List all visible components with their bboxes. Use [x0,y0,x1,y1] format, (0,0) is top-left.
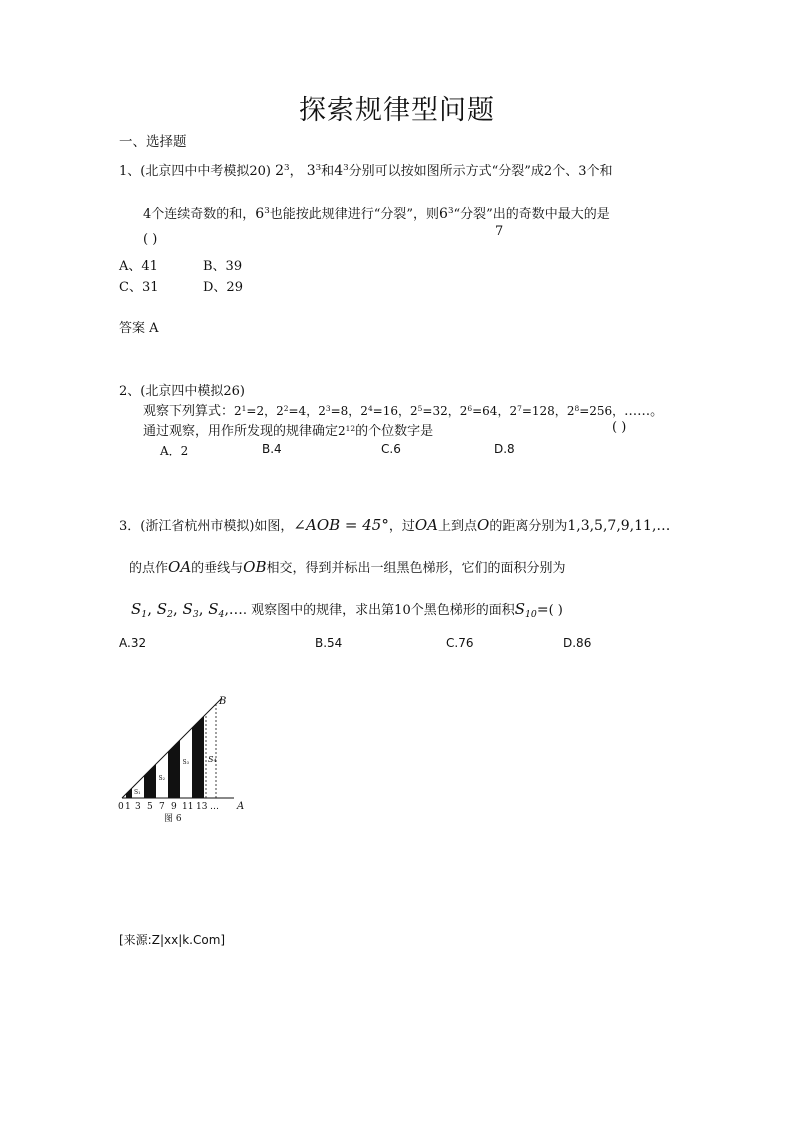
q3-answer-blank: ( ) [548,603,563,618]
tick-label: 13 [196,802,208,812]
q2-series-tail: ……。 [624,404,664,419]
figure-6 [110,690,260,830]
q1-line-1 [119,160,612,179]
s1-label: S₁ [134,789,141,796]
q2-series-sep: ， [348,404,361,418]
s4-label: S₄ [208,755,217,764]
q3-line-2-a: 的点作 [129,561,169,576]
q1-answer-blank: ( ) [143,232,158,247]
q3-line-1 [119,515,670,534]
q1-line-2-b: 也能按此规律进行“分裂”，则 [269,207,440,222]
q3-area-list [131,600,224,618]
q3-line-3 [131,599,563,618]
q2-series-term: $2^7=128$ [509,403,555,418]
q3-line-2-c: 相交，得到并标出一组黑色梯形，它们的面积分别为 [266,561,566,576]
q2-series-term: $2^1=2$ [234,403,265,418]
q1-power-3-cubed: $3^3$ [306,163,322,179]
q3-line-1-c: 上到点 [438,519,478,534]
q1-answer: 答案 A [119,321,159,336]
q3-sequence: 1,3,5,7,9,11,… [567,518,671,534]
q3-area-term: $S_3$ [182,600,199,620]
q3-s10: $S_{10}$ [514,600,537,620]
q2-power-2-12: $2^{12}$ [338,423,356,438]
q3-source: 3．(浙江省杭州市模拟)如图， [119,519,294,534]
q1-line-2-a: 4个连续奇数的和， [143,207,256,222]
q2-observe-label: 观察下列算式： [143,404,235,419]
page-title: 探索规律型问题 [299,95,495,126]
q1-line-1-rest: 分别可以按如图所示方式“分裂”成2个、3个和 [348,164,613,179]
q2-series-sep: ， [554,404,567,418]
q1-stray-seven: 7 [495,224,504,239]
section-heading: 一、选择题 [119,134,187,150]
point-a-label: A [237,801,245,812]
q2-series-sep: ， [306,404,319,418]
q2-series-term: $2^3=8$ [318,403,349,418]
tick-label: 7 [159,802,165,812]
q3-area-sep: , [198,600,209,618]
tick-label: 0 [118,802,124,812]
q2-line-2 [143,420,433,439]
q1-power-6-cubed: $6^3$ [255,206,270,222]
q3-option-b: B.54 [315,636,343,650]
q3-area-list-tail: ,… [224,602,243,618]
point-b-label: B [219,696,227,707]
q3-area-sep: , [172,600,183,618]
q2-series-line [143,400,663,419]
q2-answer-blank: ( ) [612,420,627,435]
q3-line-3-b: . 观察图中的规律，求出第10个黑色梯形的面积 [242,603,515,618]
q2-option-c: C.6 [381,442,401,456]
q2-series [234,404,624,418]
q1-option-a: A、41 [119,259,158,274]
q3-ray-oa-2: OA [168,558,192,576]
q1-power-2-cubed: $2^3$ [275,163,290,179]
q3-point-o: O [477,516,490,534]
tick-label: 5 [147,802,153,812]
q1-option-d: D、29 [203,280,243,295]
trapezoid-s4-shape [192,716,204,798]
q3-angle: ∠AOB = 45° [293,516,389,534]
q2-heading: 2、(北京四中模拟26) [119,384,245,399]
q3-line-1-d: 的距离分别为 [489,519,568,534]
q1-option-b: B、39 [203,259,243,274]
q2-series-term: $2^5=32$ [410,403,448,418]
q2-option-d: D.8 [494,442,515,456]
q1-power-4-cubed: $4^3$ [334,163,349,179]
q1-option-c: C、31 [119,280,159,295]
trapezoid-s2 [144,764,156,798]
q3-area-term: $S_4$ [208,600,225,620]
trapezoid-s3 [168,740,180,798]
q2-series-sep: ， [497,404,510,418]
tick-label: 1 [125,802,131,812]
q2-series-term: $2^6=64$ [459,403,498,418]
q1-line-2-c: “分裂”出的奇数中最大的是 [453,207,610,222]
q1-power-6-cubed-2: $6^3$ [439,206,454,222]
tick-label: 11 [182,802,194,812]
q2-line-2-a: 通过观察，用作所发现的规律确定 [143,424,339,439]
q2-option-b: B.4 [262,442,282,456]
figure-caption: 图 6 [164,814,182,824]
q3-line-2 [129,557,566,576]
q2-option-a: A．2 [160,444,189,458]
s2-label: S₂ [158,775,166,782]
q1-and: 和 [321,164,335,179]
q3-equals: = [536,602,549,618]
q2-series-term: $2^2=4$ [276,403,307,418]
q3-area-term: $S_1$ [131,600,148,620]
q3-option-d: D.86 [563,636,592,650]
tick-label: … [210,802,219,812]
q3-option-a: A.32 [119,636,147,650]
q1-source: 1、(北京四中中考模拟20) [119,164,271,179]
q2-series-sep: ， [612,404,625,418]
q2-series-sep: ， [264,404,277,418]
q2-series-sep: ， [398,404,411,418]
q2-series-term: $2^8=256$ [566,403,613,418]
tick-labels [118,802,219,812]
q3-option-c: C.76 [446,636,474,650]
q3-area-sep: , [147,600,157,618]
q2-series-sep: ， [447,404,460,418]
q3-area-term: $S_2$ [156,600,173,620]
q2-line-2-b: 的个位数字是 [355,424,434,439]
q3-ray-oa: OA [414,516,438,534]
tick-label: 9 [171,802,177,812]
q3-line-1-b: ，过 [388,519,415,534]
tick-label: 3 [135,802,141,812]
q2-series-term: $2^4=16$ [360,403,398,418]
q3-line-2-b: 的垂线与 [191,561,244,576]
s3-label: S₃ [182,759,190,766]
q1-sep: ， [289,164,303,179]
source-note: [来源:Z|xx|k.Com] [119,933,226,947]
q1-line-2 [143,203,610,222]
q3-ray-ob: OB [243,558,267,576]
